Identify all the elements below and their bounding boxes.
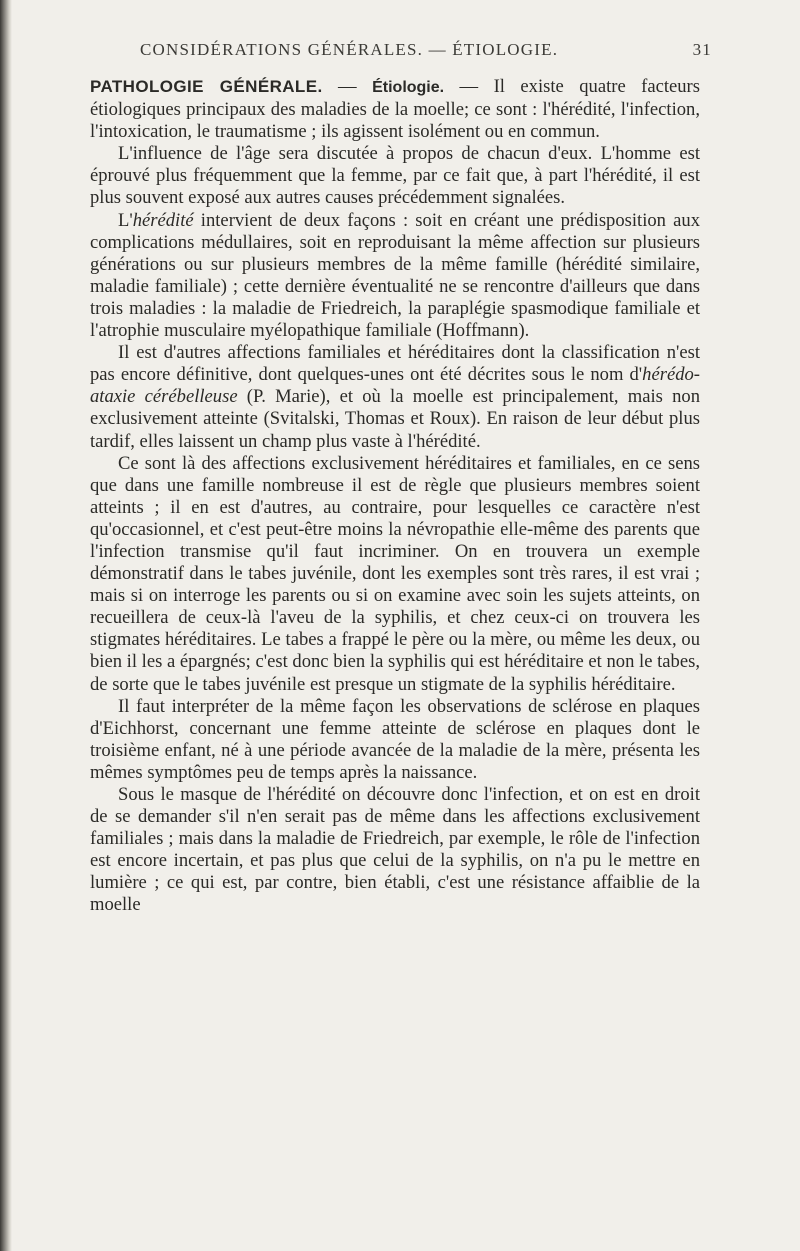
paragraph-3 (90, 210, 700, 343)
running-head (90, 40, 712, 70)
paragraph-1 (90, 76, 700, 143)
body-text (90, 76, 700, 917)
section-heading: PATHOLOGIE GÉNÉRALE. (90, 77, 323, 96)
paragraph-4-italic: hérédo-ataxie cérébelleuse (90, 364, 700, 408)
paragraph-3-prefix: L' (118, 209, 133, 231)
page-number: 31 (692, 40, 712, 59)
paragraph-4-after: (P. Marie), et où la moelle est principalement, mais non exclusivement atteinte (Svitalski, Thomas et Roux). En raison de leur début plus tardif, elles laissent un champ plus vaste à l'hérédité. (90, 386, 700, 452)
paragraph-4-before: Il est d'autres affections familiales et héréditaires dont la classification n'est pas encore définitive, dont quelques-unes ont été décrites sous le nom d' (90, 342, 700, 386)
paragraph-6: Il faut interpréter de la même façon les observations de sclérose en plaques d'Eichhorst, concernant une femme atteinte de sclérose en plaques dont le troisième enfant, né à une période avancée de la maladie de la mère, présenta les mêmes symptômes peu de temps après la naissance. (90, 695, 700, 783)
paragraph-2: L'influence de l'âge sera discutée à propos de chacun d'eux. L'homme est éprouvé plus fréquemment que la femme, par ce fait que, à part l'hérédité, il est plus souvent exposé aux autres causes précédemment signalées. (90, 143, 700, 209)
running-head-title: CONSIDÉRATIONS GÉNÉRALES. — ÉTIOLOGIE. (140, 40, 559, 59)
heading-dash: — (322, 76, 373, 97)
paragraph-4 (90, 342, 700, 452)
paragraph-5: Ce sont là des affections exclusivement héréditaires et familiales, en ce sens que dans une famille nombreuse il est de règle que plusieurs membres soient atteints ; il en est d'autres, au contraire, pour lesquelles ce caractère n'est qu'occasionnel, et c'est peut-être moins la névropathie elle-même des parents que l'infection transmise qu'il faut incriminer. On en trouvera un exemple démonstratif dans le tabes juvénile, dont les exemples sont très rares, il est vrai ; mais si on interroge les parents ou si on examine avec soin les sujets atteints, on recueillera de ceux-là l'aveu de la syphilis, et chez ceux-ci on trouvera les stigmates héréditaires. Le tabes a frappé le père ou la mère, ou même les deux, ou bien il les a épargnés; c'est donc bien la syphilis qui est héréditaire et non le tabes, de sorte que le tabes juvénile est presque un stigmate de la syphilis héréditaire. (90, 452, 700, 695)
paragraph-7: Sous le masque de l'hérédité on découvre donc l'infection, et on est en droit de se demander s'il n'en serait pas de même dans les affections exclusivement familiales ; mais dans la maladie de Friedreich, par exemple, le rôle de l'infection est encore incertain, et pas plus que celui de la syphilis, on n'a pu le mettre en lumière ; ce qui est, par contre, bien établi, c'est une résistance affaiblie de la moelle (90, 784, 700, 916)
book-page (90, 40, 712, 917)
paragraph-3-italic: hérédité (132, 209, 194, 231)
paragraph-3-text: intervient de deux façons : soit en créant une prédisposition aux complications médullaires, soit en reproduisant la même affection sur plusieurs générations ou sur plusieurs membres de la même famille (hérédité similaire, maladie familiale) ; cette dernière éventualité ne se rencontre d'ailleurs que dans trois maladies : la maladie de Friedreich, la paraplégie spasmodique familiale et l'atrophie musculaire myélopathique familiale (Hoffmann). (90, 209, 700, 342)
subsection-heading: Étiologie. (372, 79, 445, 96)
paragraph-1-text: — Il existe quatre facteurs étiologiques principaux des maladies de la moelle; ce sont : l'hérédité, l'infection, l'intoxication, le traumatisme ; ils agissent isolément ou en commun. (90, 76, 700, 143)
book-binding-edge (0, 0, 12, 1251)
